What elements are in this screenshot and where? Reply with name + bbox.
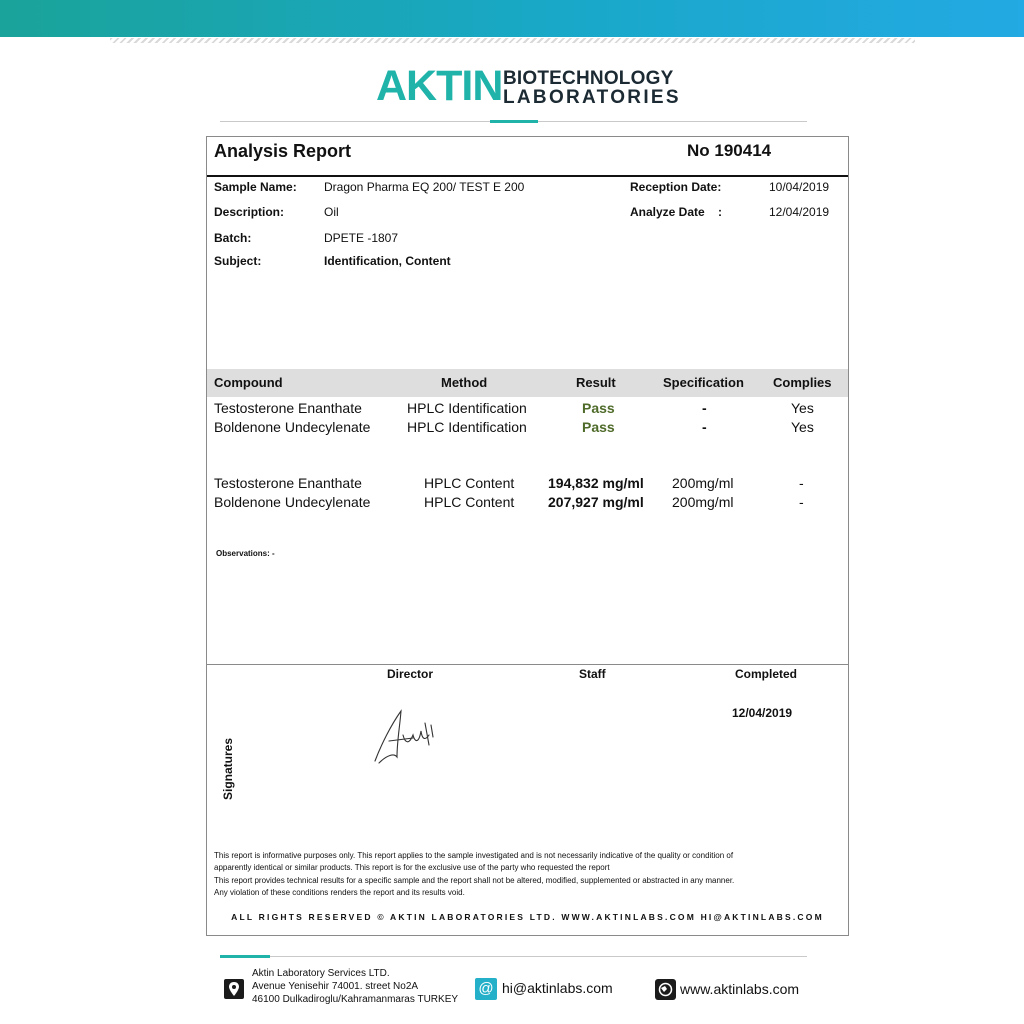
logo-mark: AKTIN [376,62,503,110]
cell-method: HPLC Content [424,475,515,491]
report-number: No 190414 [687,141,772,160]
globe-icon [655,979,676,1000]
director-heading: Director [387,667,434,681]
report-header-rule [207,175,848,177]
top-stripe-decoration [110,38,915,43]
logo-line-1: BIOTECHNOLOGY [503,68,674,89]
subject-value: Identification, Content [324,254,451,268]
analyze-date-value: 12/04/2019 [769,205,830,219]
completed-date: 12/04/2019 [732,706,793,720]
description-label: Description: [214,205,285,219]
footer-divider [220,956,807,957]
rights-reserved: ALL RIGHTS RESERVED © AKTIN LABORATORIES LTD. WWW.AKTINLABS.COM HI@AKTINLABS.COM [231,912,824,922]
completed-heading: Completed [735,667,798,681]
disclaimer-line: Any violation of these conditions renders the report and its results void. [214,888,465,898]
cell-complies: - [799,475,804,491]
disclaimer-line: This report provides technical results for a specific sample and the report shall not be altered, modified, supplemented or abstracted in any manner. [214,875,735,885]
reception-date-value: 10/04/2019 [769,180,830,194]
cell-specification: - [702,400,707,416]
company-logo [376,62,681,110]
address-line: 46100 Dulkadiroglu/Kahramanmaras TURKEY [252,994,459,1005]
at-sign-icon: @ [475,978,497,1000]
top-banner [0,0,1024,37]
cell-compound: Boldenone Undecylenate [214,494,371,510]
signatures-divider [207,664,848,665]
cell-result: 207,927 mg/ml [548,494,644,510]
cell-specification: 200mg/ml [672,475,734,491]
footer-divider-accent [220,955,270,958]
column-header-method: Method [441,375,488,390]
cell-method: HPLC Identification [407,419,527,435]
cell-compound: Testosterone Enanthate [214,475,362,491]
cell-compound: Testosterone Enanthate [214,400,362,416]
cell-specification: - [702,419,707,435]
footer-email[interactable]: hi@aktinlabs.com [502,980,613,996]
results-table-header [207,369,848,397]
director-signature [367,705,447,767]
report-title: Analysis Report [214,141,352,161]
address-line: Avenue Yenisehir 74001. street No2A [252,981,419,992]
map-pin-icon [224,979,244,999]
analysis-report [206,136,849,936]
analyze-date-label: Analyze Date : [630,205,723,219]
column-header-complies: Complies [773,375,832,390]
description-value: Oil [324,205,339,219]
reception-date-label: Reception Date: [630,180,722,194]
column-header-specification: Specification [663,375,744,390]
cell-result: Pass [582,419,615,435]
header-divider-accent [490,120,538,123]
address-line: Aktin Laboratory Services LTD. [252,968,390,979]
observations: Observations: - [216,549,275,558]
sample-name-value: Dragon Pharma EQ 200/ TEST E 200 [324,180,525,194]
column-header-result: Result [576,375,616,390]
footer-website[interactable]: www.aktinlabs.com [680,981,800,997]
column-header-compound: Compound [214,375,283,390]
logo-line-2: LABORATORIES [503,87,681,108]
batch-label: Batch: [214,231,252,245]
disclaimer-line: This report is informative purposes only. This report applies to the sample investigated and is not necessarily indicative of the quality or condition of [214,851,734,860]
staff-heading: Staff [579,667,606,681]
footer-address [252,967,458,1006]
cell-method: HPLC Identification [407,400,527,416]
disclaimer [214,850,844,900]
cell-compound: Boldenone Undecylenate [214,419,371,435]
cell-result: 194,832 mg/ml [548,475,644,491]
cell-complies: Yes [791,400,814,416]
signatures-side-label: Signatures [221,738,235,801]
subject-label: Subject: [214,254,262,268]
cell-complies: Yes [791,419,814,435]
cell-specification: 200mg/ml [672,494,734,510]
cell-complies: - [799,494,804,510]
disclaimer-line: apparently identical or similar products. This report is for the exclusive use of the party who requested the report [214,863,610,873]
cell-result: Pass [582,400,615,416]
batch-value: DPETE -1807 [324,231,399,245]
sample-name-label: Sample Name: [214,180,297,194]
cell-method: HPLC Content [424,494,515,510]
